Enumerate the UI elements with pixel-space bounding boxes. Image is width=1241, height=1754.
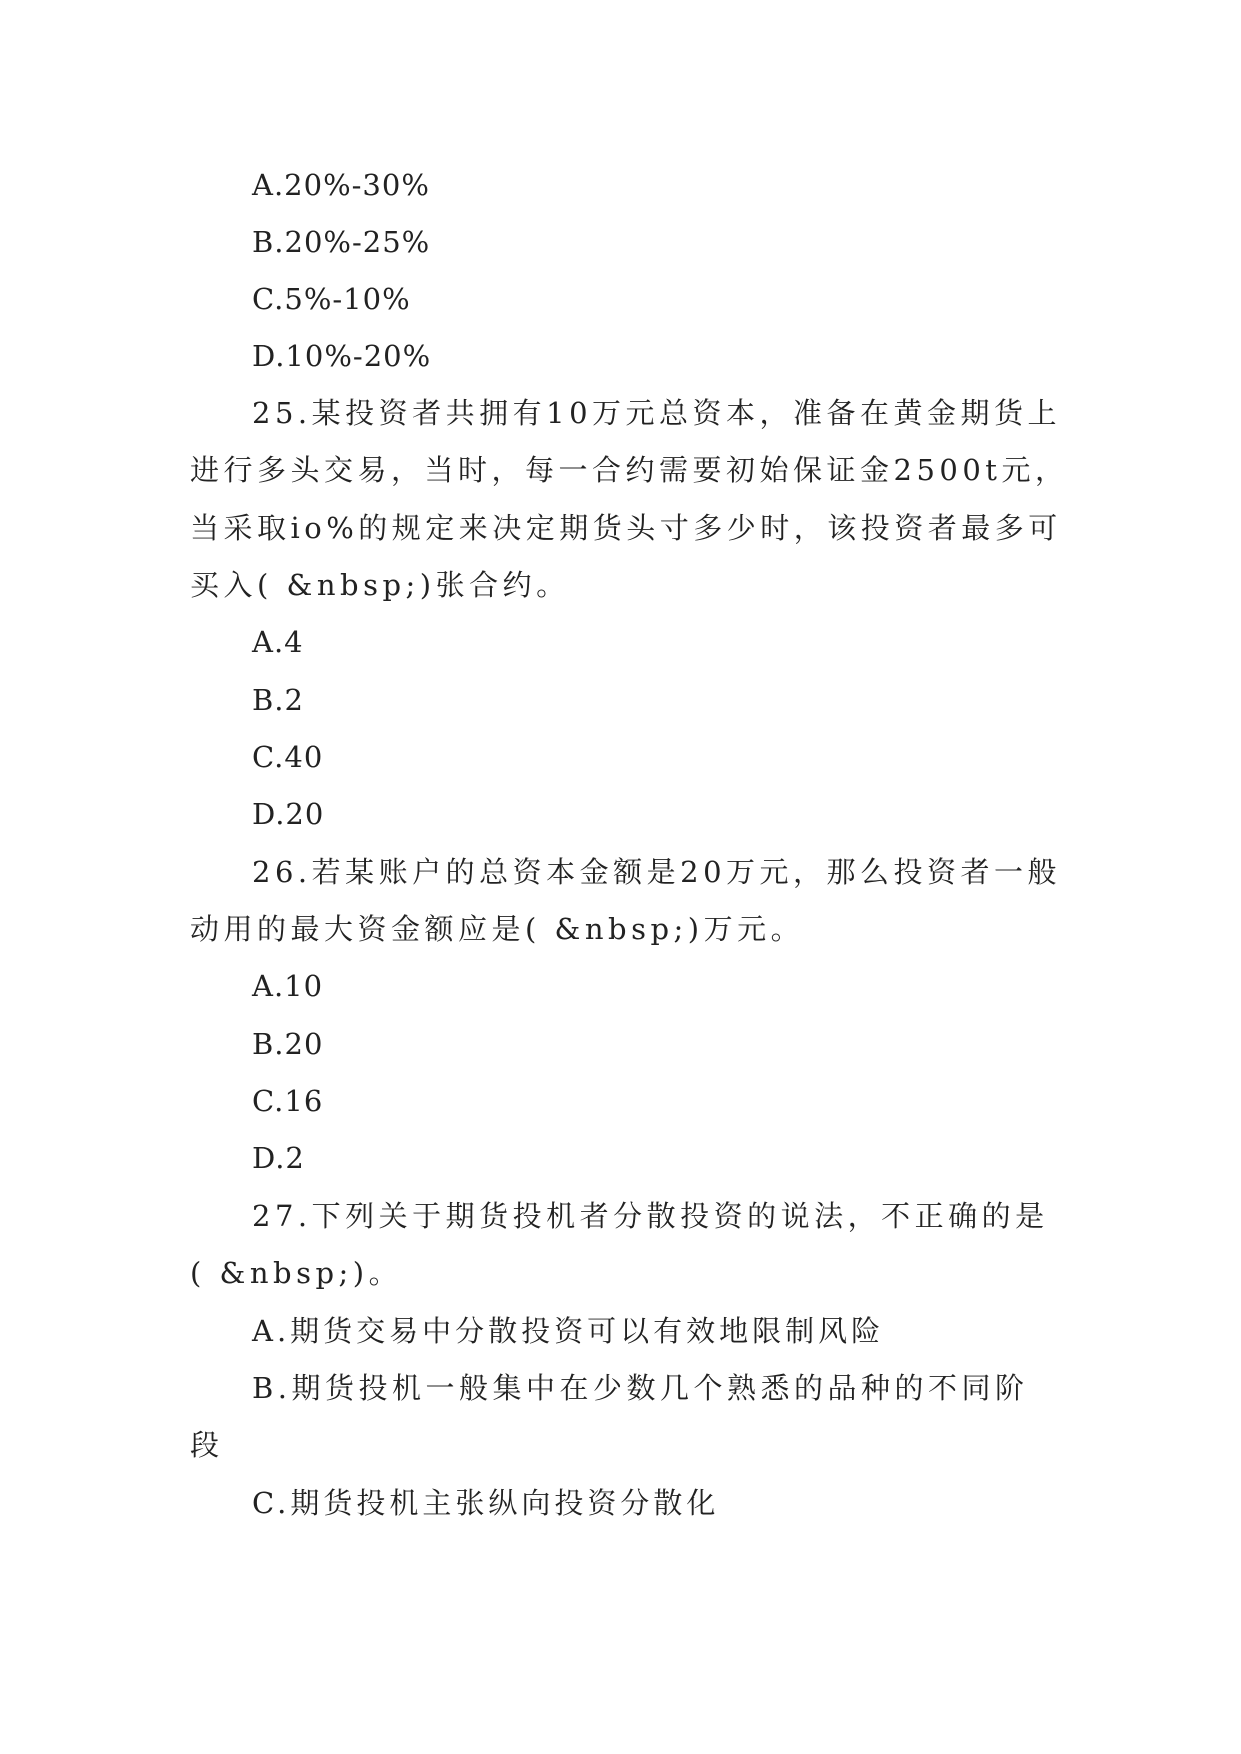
question-25-line-3: 当采取io%的规定来决定期货头寸多少时，该投资者最多可 bbox=[190, 511, 1062, 545]
question-27-line-2: ( &nbsp;)。 bbox=[190, 1256, 403, 1290]
option-25-d: D.20 bbox=[252, 797, 325, 831]
option-27-b-line-2: 段 bbox=[190, 1428, 224, 1462]
question-25-line-2: 进行多头交易，当时，每一合约需要初始保证金2500t元， bbox=[190, 453, 1069, 487]
option-24-b: B.20%-25% bbox=[252, 225, 431, 259]
option-24-d: D.10%-20% bbox=[252, 339, 432, 373]
option-25-c: C.40 bbox=[252, 740, 324, 774]
option-26-c: C.16 bbox=[252, 1084, 324, 1118]
option-27-a: A.期货交易中分散投资可以有效地限制风险 bbox=[252, 1314, 885, 1348]
option-26-a: A.10 bbox=[252, 969, 324, 1003]
option-26-d: D.2 bbox=[252, 1141, 305, 1175]
question-26-line-1: 26.若某账户的总资本金额是20万元，那么投资者一般 bbox=[252, 855, 1062, 889]
question-27-line-1: 27.下列关于期货投机者分散投资的说法，不正确的是 bbox=[252, 1199, 1049, 1233]
option-25-a: A.4 bbox=[252, 625, 304, 659]
question-26-line-2: 动用的最大资金额应是( &nbsp;)万元。 bbox=[190, 912, 805, 946]
question-25-line-1: 25.某投资者共拥有10万元总资本，准备在黄金期货上 bbox=[252, 396, 1062, 430]
option-26-b: B.20 bbox=[252, 1027, 324, 1061]
option-24-a: A.20%-30% bbox=[252, 168, 430, 202]
option-24-c: C.5%-10% bbox=[252, 282, 411, 316]
option-27-c: C.期货投机主张纵向投资分散化 bbox=[252, 1486, 720, 1520]
option-27-b-line-1: B.期货投机一般集中在少数几个熟悉的品种的不同阶 bbox=[252, 1371, 1029, 1405]
question-25-line-4: 买入( &nbsp;)张合约。 bbox=[190, 568, 570, 602]
option-25-b: B.2 bbox=[252, 683, 304, 717]
